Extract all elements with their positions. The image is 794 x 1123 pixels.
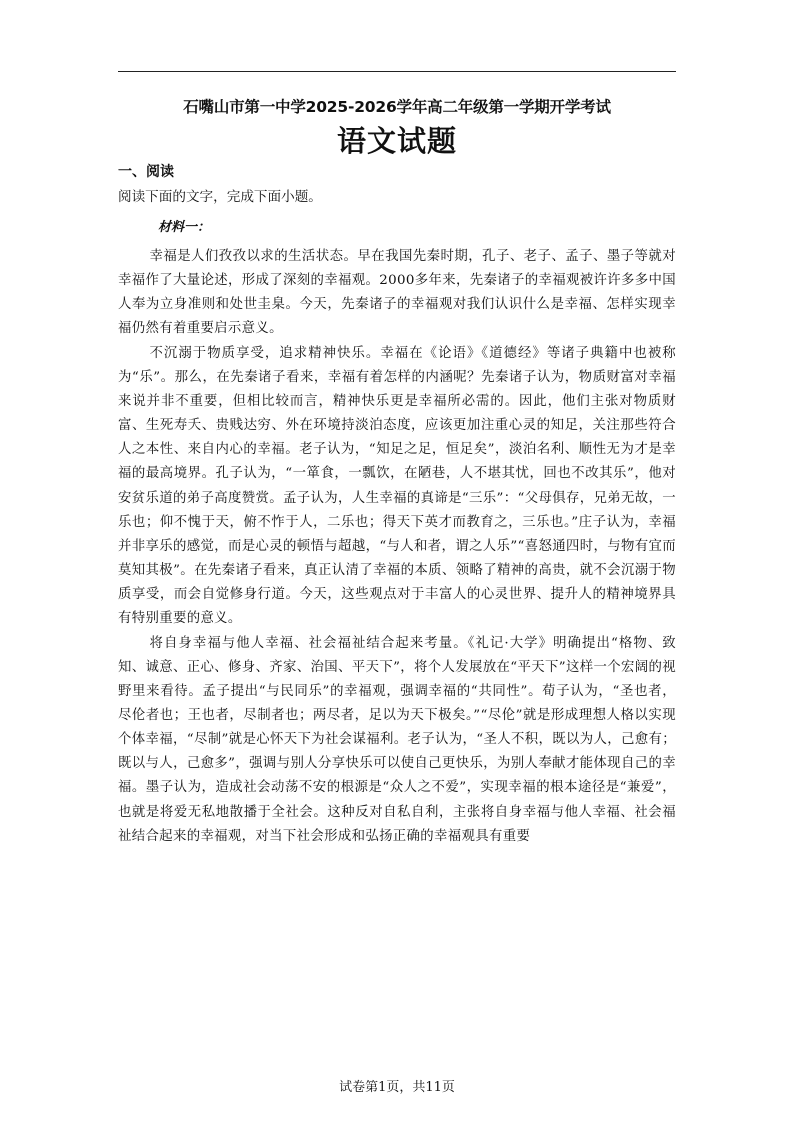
section-heading: 一、阅读 <box>118 164 174 180</box>
page-footer: 试卷第1页，共11页 <box>339 1080 455 1095</box>
header-rule <box>118 71 676 72</box>
subject-title: 语文试题 <box>336 124 457 158</box>
reading-instruction: 阅读下面的文字，完成下面小题。 <box>118 189 322 205</box>
passage-paragraph: 幸福是人们孜孜以求的生活状态。早在我国先秦时期，孔子、老子、孟子、墨子等就对幸福作了大量论述，形成了深刻的幸福观。2000多年来，先秦诸子的幸福观被许许多多中国人奉为立身准则和处世圭臬。今天，先秦诸子的幸福观对我们认识什么是幸福、怎样实现幸福仍然有着重要启示意义。 <box>118 249 676 337</box>
material-label: 材料一： <box>158 220 211 235</box>
passage-paragraph: 将自身幸福与他人幸福、社会福祉结合起来考量。《礼记·大学》明确提出“格物、致知、诚意、正心、修身、齐家、治国、平天下”，将个人发展放在“平天下”这样一个宏阔的视野里来看待。孟子提出“与民同乐”的幸福观，强调幸福的“共同性”。荀子认为，“圣也者，尽伦者也；王也者，尽制者也；两尽者，足以为天下极矣。”“尽伦”就是形成理想人格以实现个体幸福，“尽制”就是心怀天下为社会谋福利。老子认为，“圣人不积，既以为人，己愈有；既以与人，己愈多”，强调与别人分享快乐可以使自己更快乐，为别人奉献才能体现自己的幸福。墨子认为，造成社会动荡不安的根源是“众人之不爱”，实现幸福的根本途径是“兼爱”，也就是将爱无私地散播于全社会。这种反对自私自利，主张将自身幸福与他人幸福、社会福祉结合起来的幸福观，对当下社会形成和弘扬正确的幸福观具有重要 <box>118 635 676 844</box>
passage-paragraph: 不沉溺于物质享受，追求精神快乐。幸福在《论语》《道德经》等诸子典籍中也被称为“乐”。那么，在先秦诸子看来，幸福有着怎样的内涵呢？先秦诸子认为，物质财富对幸福来说并非不重要，但相比较而言，精神快乐更是幸福所必需的。因此，他们主张对物质财富、生死寿夭、贵贱达穷、外在环境持淡泊态度，应该更加注重心灵的知足，关注那些符合人之本性、来自内心的幸福。老子认为，“知足之足，恒足矣”，淡泊名利、顺性无为才是幸福的最高境界。孔子认为，“一箪食，一瓢饮，在陋巷，人不堪其忧，回也不改其乐”，他对安贫乐道的弟子高度赞赏。孟子认为，人生幸福的真谛是“三乐”：“父母俱存，兄弟无故，一乐也；仰不愧于天，俯不怍于人，二乐也；得天下英才而教育之，三乐也。”庄子认为，幸福并非享乐的感觉，而是心灵的顿悟与超越，“与人和者，谓之人乐”“喜怒通四时，与物有宜而莫知其极”。在先秦诸子看来，真正认清了幸福的本质、领略了精神的高贵，就不会沉溺于物质享受，而会自觉修身行道。今天，这些观点对于丰富人的心灵世界、提升人的精神境界具有特别重要的意义。 <box>118 345 676 627</box>
exam-title: 石嘴山市第一中学2025-2026学年高二年级第一学期开学考试 <box>183 98 611 116</box>
reading-passage <box>118 245 676 849</box>
